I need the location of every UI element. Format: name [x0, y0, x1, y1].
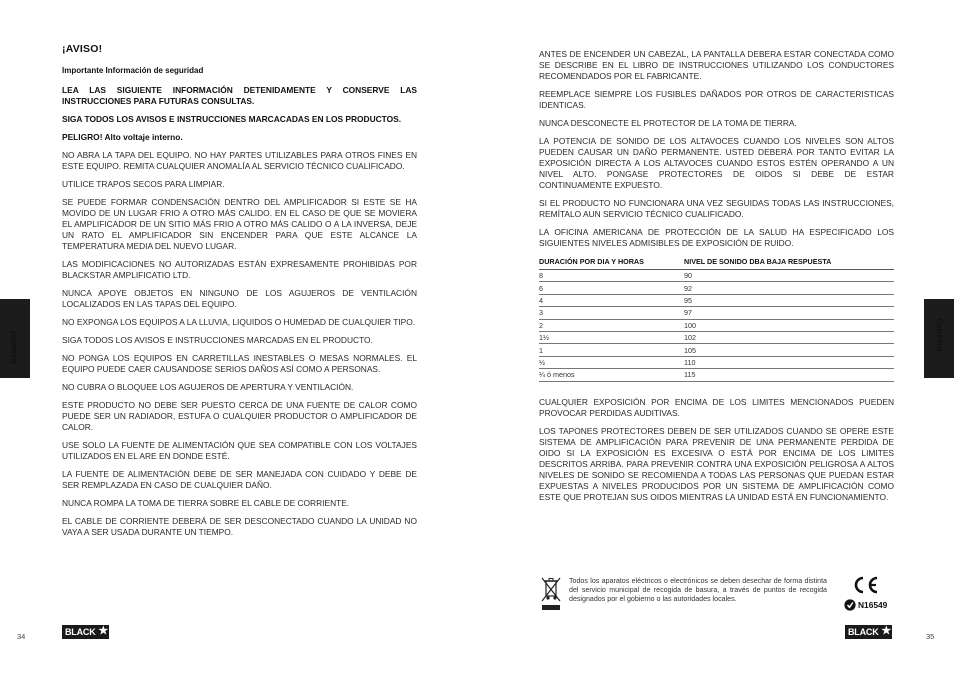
star-icon: ★ — [98, 625, 108, 637]
star-icon: ★ — [881, 625, 891, 637]
blackstar-logo-left — [62, 625, 109, 639]
table-row — [539, 331, 894, 343]
c-tick-mark-icon — [844, 599, 856, 611]
table-header-row — [539, 256, 894, 270]
sound-level-cell: 90 — [684, 270, 894, 282]
crossed-out-wheelie-bin-icon — [541, 577, 561, 611]
weee-disposal-notice: Todos los aparatos eléctricos o electrónicos se deben desechar de forma distinta del servicio municipal de recogida de basura, a través de puntos de recogida designados por el gobierno o las autoridades locales. — [569, 577, 827, 603]
paragraph: NUNCA APOYE OBJETOS EN NINGUNO DE LOS AGUJEROS DE VENTILACIÓN LOCALIZADOS EN LAS TAPAS DEL EQUIPO. — [62, 288, 417, 309]
paragraph: LA FUENTE DE ALIMENTACIÓN DEBE DE SER MANEJADA CON CUIDADO Y DEBE DE SER REMPLAZADA EN CASO DE CUALQUIER DAÑO. — [62, 469, 417, 490]
table-row — [539, 369, 894, 381]
sound-level-cell: 105 — [684, 344, 894, 356]
warning-title: ¡AVISO! — [62, 43, 103, 55]
paragraph: SE PUEDE FORMAR CONDENSACIÓN DENTRO DEL AMPLIFICADOR SI ESTE SE HA MOVIDO DE UN LUGAR FRIO A OTRO MÁS CALIDO. EN EL CASO DE QUE SE MOVIERA EL AMPLIFICADOR DE UN SITIO MÁS FRIO A OTRO MÁS CALIDO O A LA INVERSA, DEJE UN RATO EL AMPLIFICADOR SIN ENCENDER PARA QUE ESTE ALCANCE LA TEMPERATURA MEDIA DEL NUEVO LUGAR. — [62, 197, 417, 251]
paragraph: NUNCA DESCONECTE EL PROTECTOR DE LA TOMA DE TIERRA. — [539, 118, 797, 128]
paragraph: SI EL PRODUCTO NO FUNCIONARA UNA VEZ SEGUIDAS TODAS LAS INSTRUCCIONES, REMÍTALO AUN SERVICIO TÉCNICO CUALIFICADO. — [539, 198, 894, 219]
sound-level-cell: 102 — [684, 331, 894, 343]
paragraph: CUALQUIER EXPOSICIÓN POR ENCIMA DE LOS LIMITES MENCIONADOS PUEDEN PROVOCAR PERDIDAS AUDITIVAS. — [539, 396, 894, 418]
duration-cell: ¼ ó menos — [539, 369, 684, 381]
left-paragraph-list — [62, 85, 417, 538]
paragraph: LAS MODIFICACIONES NO AUTORIZADAS ESTÁN EXPRESAMENTE PROHIBIDAS POR BLACKSTAR AMPLIFICATIO LTD. — [62, 259, 417, 280]
table-row — [539, 307, 894, 319]
duration-cell: ½ — [539, 356, 684, 368]
paragraph: NO PONGA LOS EQUIPOS EN CARRETILLAS INESTABLES O MESAS NORMALES. EL EQUIPO PUEDE CAER CAUSANDOSE SERIOS DAÑOS ASÍ COMO A PERSONAS. — [62, 353, 417, 374]
paragraph: LA OFICINA AMERICANA DE PROTECCIÓN DE LA SALUD HA ESPECIFICADO LOS SIGUIENTES NIVELES ADMISIBLES DE EXPOSICIÓN DE RUIDO. — [539, 227, 894, 248]
paragraph: NUNCA ROMPA LA TOMA DE TIERRA SOBRE EL CABLE DE CORRIENTE. — [62, 498, 350, 508]
paragraph: NO ABRA LA TAPA DEL EQUIPO. NO HAY PARTES UTILIZABLES PARA OTROS FINES EN ESTE EQUIPO. REMITA CUALQUIER ANOMALÍA AL SERVICIO TÉCNICO CUALIFICADO. — [62, 150, 417, 171]
left-text-column — [62, 44, 417, 545]
blackstar-logo-right — [845, 625, 892, 639]
language-label-right: Español — [935, 318, 945, 352]
table-row — [539, 344, 894, 356]
table-row — [539, 282, 894, 294]
safety-subtitle: Importante Información de seguridad — [62, 66, 204, 75]
duration-cell: 3 — [539, 307, 684, 319]
paragraph: NO EXPONGA LOS EQUIPOS A LA LLUVIA, LIQUIDOS O HUMEDAD DE CUALQUIER TIPO. — [62, 317, 416, 327]
paragraph: ESTE PRODUCTO NO DEBE SER PUESTO CERCA DE UNA FUENTE DE CALOR COMO PUEDE SER UN RADIADOR, ESTUFA O CUALQUIER PRODUCTOR O AMPLIFICADOR DE CALOR. — [62, 400, 417, 432]
right-paragraph-list-bottom — [539, 397, 894, 503]
table-header-duration: DURACIÓN POR DIA Y HORAS — [539, 256, 684, 270]
right-page — [477, 0, 954, 677]
paragraph: SIGA TODOS LOS AVISOS E INSTRUCCIONES MARCADAS EN EL PRODUCTO. — [62, 335, 373, 345]
paragraph: SIGA TODOS LOS AVISOS E INSTRUCCIONES MARCACADAS EN LOS PRODUCTOS. — [62, 114, 402, 124]
sound-level-cell: 97 — [684, 307, 894, 319]
logo-text-right: BLACK — [848, 627, 879, 637]
page-number-right: 35 — [926, 632, 935, 641]
table-row — [539, 294, 894, 306]
paragraph: PELIGRO! Alto voltaje interno. — [62, 132, 183, 142]
table-row — [539, 319, 894, 331]
ce-mark-icon — [851, 576, 881, 594]
paragraph: EL CABLE DE CORRIENTE DEBERÁ DE SER DESCONECTADO CUANDO LA UNIDAD NO VAYA A SER USADA DURANTE UN TIEMPO. — [62, 516, 417, 537]
duration-cell: 1 — [539, 344, 684, 356]
paragraph: UTILICE TRAPOS SECOS PARA LIMPIAR. — [62, 179, 225, 189]
paragraph: LOS TAPONES PROTECTORES DEBEN DE SER UTILIZADOS CUANDO SE OPERE ESTE SISTEMA DE AMPLIFICACIÓN PARA PREVENIR DE UNA PERMANENTE PERDIDA DE OIDO SI LA EXPOSICIÓN ES EXCESIVA O ESTÁ POR ENCIMA DE LOS LIMITES DESCRITOS ARRIBA. PARA PREVENIR CONTRA UNA EXPOSICIÓN PELIGROSA A ALTOS NIVELES DE SONIDO SE RECOMIENDA A TODAS LAS PERSONAS QUE PUEDAN ESTAR EXPUESTAS A NIVELES PRODUCIDOS POR UN SISTEMA DE AMPLIFICACIÓN COMO ESTE QUE PROTEJAN SUS OIDOS MIENTRAS LA UNIDAD ESTÁ EN FUNCIONAMIENTO. — [539, 425, 894, 502]
paragraph: NO CUBRA O BLOQUEE LOS AGUJEROS DE APERTURA Y VENTILACIÓN. — [62, 382, 354, 392]
logo-text-left: BLACK — [65, 627, 96, 637]
duration-cell: 8 — [539, 270, 684, 282]
table-header-level: NIVEL DE SONIDO DBA BAJA RESPUESTA — [684, 256, 894, 270]
right-paragraph-list-top — [539, 49, 894, 249]
sound-level-cell: 92 — [684, 282, 894, 294]
table-row — [539, 356, 894, 368]
paragraph: LEA LAS SIGUIENTE INFORMACIÓN DETENIDAMENTE Y CONSERVE LAS INSTRUCCIONES PARA FUTURAS CONSULTAS. — [62, 85, 417, 106]
sound-level-cell: 95 — [684, 294, 894, 306]
noise-exposure-table — [539, 256, 894, 382]
right-text-column — [539, 49, 894, 510]
duration-cell: 1½ — [539, 331, 684, 343]
duration-cell: 2 — [539, 319, 684, 331]
paragraph: REEMPLACE SIEMPRE LOS FUSIBLES DAÑADOS POR OTROS DE CARACTERISTICAS IDENTICAS. — [539, 89, 894, 110]
compliance-code: N16549 — [858, 600, 888, 610]
paragraph: ANTES DE ENCENDER UN CABEZAL, LA PANTALLA DEBERA ESTAR CONECTADA COMO SE DESCRIBE EN EL LIBRO DE INSTRUCCIONES UTILIZANDO LOS CONDUCTORES RECOMENDADOS POR EL FABRICANTE. — [539, 49, 894, 81]
table-row — [539, 270, 894, 282]
paragraph: LA POTENCIA DE SONIDO DE LOS ALTAVOCES CUANDO LOS NIVELES SON ALTOS PUEDEN CAUSAR UN DAÑO PERMANENTE. USTED DEBERÁ POR TANTO EVITAR LA EXPOSICIÓN DIRECTA A LOS ALTAVOCES CUANDO ESTOS ESTÉN OPERANDO A UN NIVEL ALTO. PONGASE PROTECTORES DE OIDOS SI DEBE DE ESTAR CONTINUAMENTE EXPUESTO. — [539, 136, 894, 190]
page-number-left: 34 — [17, 632, 26, 641]
duration-cell: 6 — [539, 282, 684, 294]
language-label-left: Español — [8, 330, 18, 364]
sound-level-cell: 100 — [684, 319, 894, 331]
sound-level-cell: 115 — [684, 369, 894, 381]
paragraph: USE SOLO LA FUENTE DE ALIMENTACIÓN QUE SEA COMPATIBLE CON LOS VOLTAJES UTILIZADOS EN EL ARE EN DONDE ESTÉ. — [62, 440, 417, 461]
sound-level-cell: 110 — [684, 356, 894, 368]
duration-cell: 4 — [539, 294, 684, 306]
